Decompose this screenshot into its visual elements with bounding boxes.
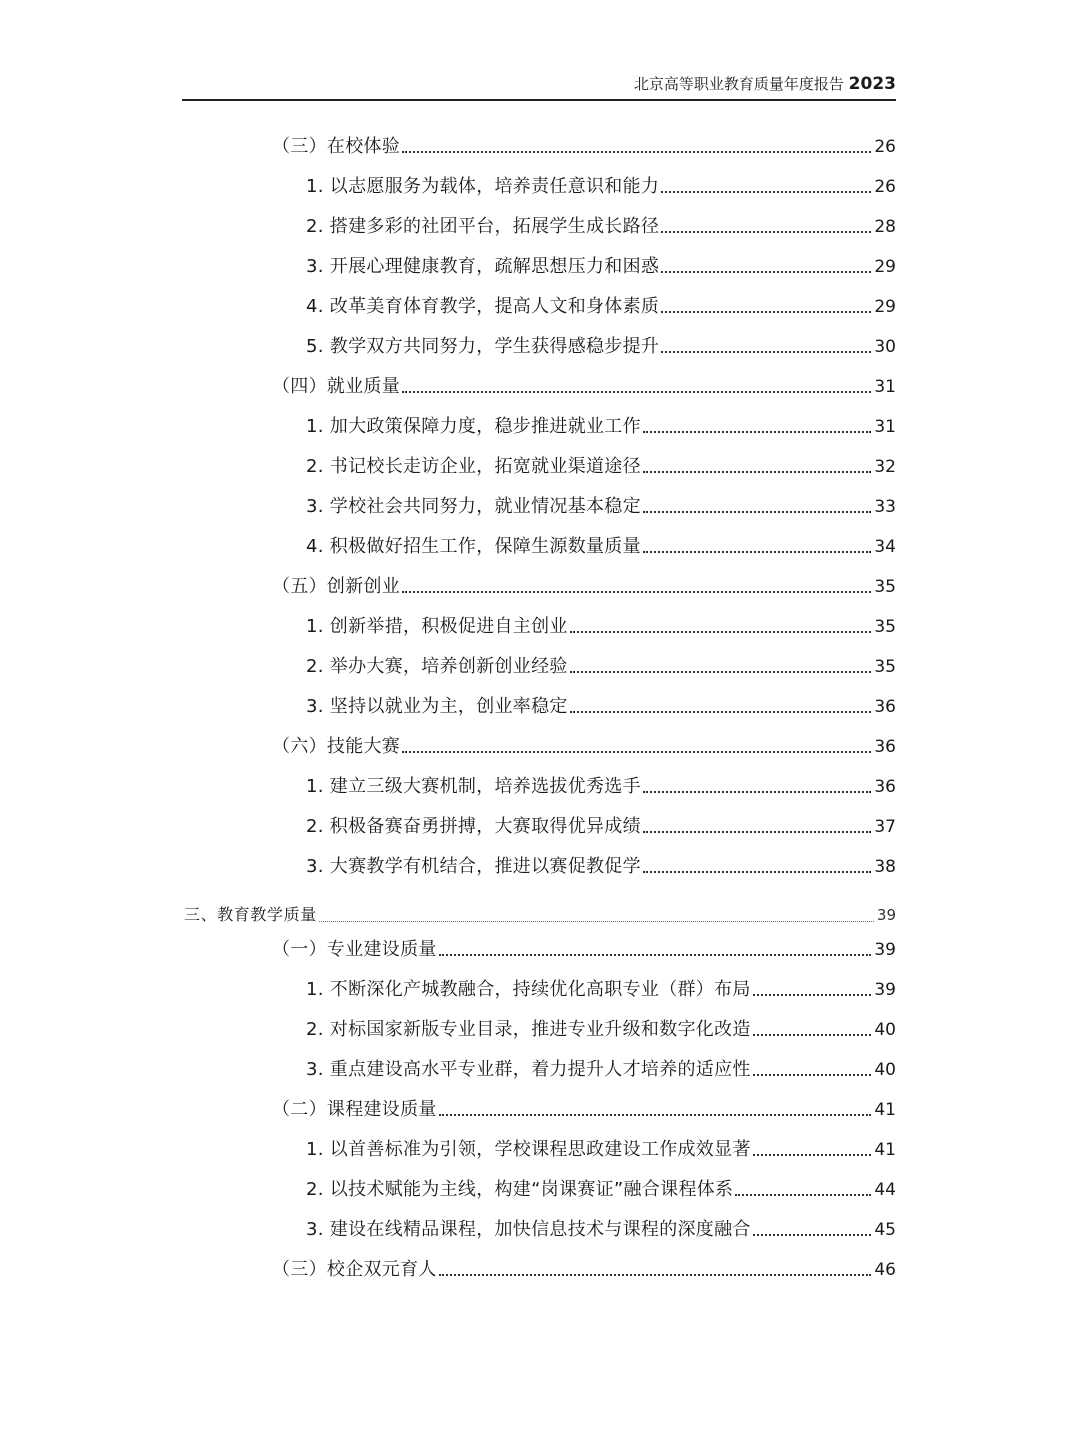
dot-leader <box>643 831 871 833</box>
dot-leader <box>643 431 871 433</box>
toc-entry-label: 4. 积极做好招生工作，保障生源数量质量 <box>306 536 641 557</box>
toc-entry-label: （六）技能大赛 <box>272 736 401 757</box>
toc-entry-item[interactable] <box>306 1173 896 1203</box>
toc-entry-page: 30 <box>874 337 896 357</box>
toc-entry-page: 46 <box>874 1260 896 1280</box>
toc-entry-item[interactable] <box>306 1133 896 1163</box>
toc-entry-item[interactable] <box>306 410 896 440</box>
toc-entry-item[interactable] <box>306 973 896 1003</box>
toc-entry-item[interactable] <box>306 1053 896 1083</box>
toc-entry-label: 2. 对标国家新版专业目录，推进专业升级和数字化改造 <box>306 1019 751 1040</box>
toc-entry-label: （一）专业建设质量 <box>272 939 437 960</box>
toc-entry-page: 28 <box>874 217 896 237</box>
toc-entry-page: 35 <box>874 577 896 597</box>
toc-entry-page: 38 <box>874 857 896 877</box>
toc-entry-section-3-4[interactable] <box>272 370 896 400</box>
dot-leader <box>319 921 874 922</box>
dot-leader <box>643 871 871 873</box>
toc-entry-label: 三、教育教学质量 <box>184 905 317 924</box>
toc-entry-label: 1. 建立三级大赛机制，培养选拔优秀选手 <box>306 776 641 797</box>
toc-entry-label: （四）就业质量 <box>272 376 401 397</box>
dot-leader <box>570 711 872 713</box>
toc-entry-item[interactable] <box>306 290 896 320</box>
toc-entry-label: 4. 改革美育体育教学，提高人文和身体素质 <box>306 296 660 317</box>
toc-entry-label: 2. 以技术赋能为主线，构建“岗课赛证”融合课程体系 <box>306 1179 734 1200</box>
toc-entry-section-3-1[interactable] <box>272 933 896 963</box>
toc-entry-item[interactable] <box>306 250 896 280</box>
toc-entry-section-3-6[interactable] <box>272 730 896 760</box>
toc-entry-item[interactable] <box>306 810 896 840</box>
toc-entry-page: 29 <box>874 297 896 317</box>
toc-entry-page: 41 <box>874 1100 896 1120</box>
toc-entry-item[interactable] <box>306 490 896 520</box>
toc-entry-item[interactable] <box>306 770 896 800</box>
toc-entry-item[interactable] <box>306 1213 896 1243</box>
toc-entry-page: 40 <box>874 1060 896 1080</box>
dot-leader <box>753 994 872 996</box>
toc-entry-label: （五）创新创业 <box>272 576 401 597</box>
dot-leader <box>643 511 871 513</box>
toc-entry-page: 39 <box>874 940 896 960</box>
dot-leader <box>753 1154 872 1156</box>
dot-leader <box>661 191 871 193</box>
dot-leader <box>402 751 871 753</box>
toc-entry-item[interactable] <box>306 1013 896 1043</box>
toc-entry-label: 3. 坚持以就业为主，创业率稳定 <box>306 696 568 717</box>
toc-entry-item[interactable] <box>306 610 896 640</box>
dot-leader <box>439 954 872 956</box>
toc-entry-page: 44 <box>874 1180 896 1200</box>
toc-entry-label: 1. 以首善标准为引领，学校课程思政建设工作成效显著 <box>306 1139 751 1160</box>
toc-entry-page: 36 <box>874 777 896 797</box>
toc-entry-page: 32 <box>874 457 896 477</box>
toc-entry-section-3-3[interactable] <box>272 130 896 160</box>
toc-entry-label: 3. 建设在线精品课程，加快信息技术与课程的深度融合 <box>306 1219 751 1240</box>
dot-leader <box>753 1034 872 1036</box>
toc-entry-page: 35 <box>874 617 896 637</box>
toc-entry-label: 2. 书记校长走访企业，拓宽就业渠道途径 <box>306 456 641 477</box>
toc-entry-section-3-3b[interactable] <box>272 1253 896 1283</box>
dot-leader <box>643 471 871 473</box>
toc-entry-label: （三）校企双元育人 <box>272 1259 437 1280</box>
toc-entry-label: 3. 开展心理健康教育，疏解思想压力和困惑 <box>306 256 660 277</box>
toc-entry-section-3-5[interactable] <box>272 570 896 600</box>
toc-entry-page: 33 <box>874 497 896 517</box>
dot-leader <box>643 791 871 793</box>
dot-leader <box>402 391 871 393</box>
toc-entry-page: 34 <box>874 537 896 557</box>
toc-entry-item[interactable] <box>306 450 896 480</box>
dot-leader <box>439 1274 872 1276</box>
toc-entry-label: 1. 创新举措，积极促进自主创业 <box>306 616 568 637</box>
header-year: 2023 <box>848 74 896 94</box>
toc-entry-page: 36 <box>874 737 896 757</box>
toc-entry-item[interactable] <box>306 170 896 200</box>
dot-leader <box>735 1194 871 1196</box>
toc-entry-page: 35 <box>874 657 896 677</box>
toc-entry-chapter-3[interactable] <box>184 898 896 928</box>
toc-entry-label: 3. 大赛教学有机结合，推进以赛促教促学 <box>306 856 641 877</box>
toc-entry-page: 26 <box>874 137 896 157</box>
dot-leader <box>570 671 872 673</box>
toc-entry-label: 5. 教学双方共同努力，学生获得感稳步提升 <box>306 336 660 357</box>
header-title-text: 北京高等职业教育质量年度报告 <box>633 75 844 93</box>
dot-leader <box>402 151 871 153</box>
toc-entry-section-3-2[interactable] <box>272 1093 896 1123</box>
toc-entry-label: 3. 学校社会共同努力，就业情况基本稳定 <box>306 496 641 517</box>
toc-entry-item[interactable] <box>306 690 896 720</box>
toc-entry-label: 2. 积极备赛奋勇拼搏，大赛取得优异成绩 <box>306 816 641 837</box>
toc-entry-label: 1. 以志愿服务为载体，培养责任意识和能力 <box>306 176 660 197</box>
toc-entry-page: 31 <box>874 377 896 397</box>
toc-entry-item[interactable] <box>306 210 896 240</box>
dot-leader <box>570 631 872 633</box>
dot-leader <box>661 351 871 353</box>
dot-leader <box>643 551 871 553</box>
toc-entry-label: 2. 举办大赛，培养创新创业经验 <box>306 656 568 677</box>
toc-entry-page: 39 <box>874 980 896 1000</box>
toc-entry-page: 26 <box>874 177 896 197</box>
dot-leader <box>753 1074 872 1076</box>
dot-leader <box>661 231 871 233</box>
toc-entry-page: 45 <box>874 1220 896 1240</box>
dot-leader <box>661 271 871 273</box>
dot-leader <box>753 1234 872 1236</box>
toc-entry-item[interactable] <box>306 530 896 560</box>
dot-leader <box>661 311 871 313</box>
toc-entry-label: 2. 搭建多彩的社团平台，拓展学生成长路径 <box>306 216 660 237</box>
toc-entry-page: 36 <box>874 697 896 717</box>
dot-leader <box>402 591 871 593</box>
toc-entry-page: 37 <box>874 817 896 837</box>
toc-entry-page: 39 <box>876 906 896 924</box>
toc-entry-page: 29 <box>874 257 896 277</box>
toc-entry-page: 40 <box>874 1020 896 1040</box>
toc-entry-label: 3. 重点建设高水平专业群，着力提升人才培养的适应性 <box>306 1059 751 1080</box>
toc-entry-label: （二）课程建设质量 <box>272 1099 437 1120</box>
toc-entry-label: （三）在校体验 <box>272 136 401 157</box>
dot-leader <box>439 1114 872 1116</box>
toc-entry-item[interactable] <box>306 330 896 360</box>
toc-entry-label: 1. 加大政策保障力度，稳步推进就业工作 <box>306 416 641 437</box>
toc-entry-page: 31 <box>874 417 896 437</box>
toc-entry-item[interactable] <box>306 850 896 880</box>
toc-entry-label: 1. 不断深化产城教融合，持续优化高职专业（群）布局 <box>306 979 751 1000</box>
toc-entry-page: 41 <box>874 1140 896 1160</box>
toc-entry-item[interactable] <box>306 650 896 680</box>
